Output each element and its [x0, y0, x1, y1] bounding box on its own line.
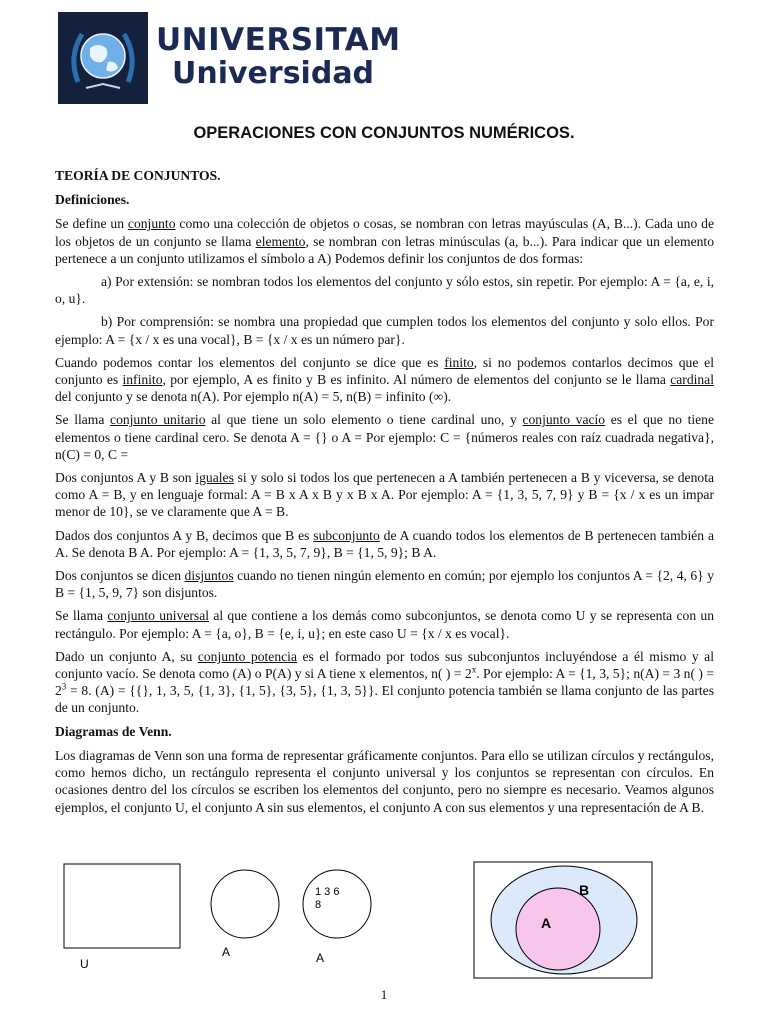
paragraph-potencia: Dado un conjunto A, su conjunto potencia es el formado por todos sus subconjuntos incluyéndose a él mismo y al conjunto vacío. Se denota como (A) o P(A) y si A tiene x elementos, n( ) = $2^x$. Por ejemplo: A = {1, 3, 5}; n(A) = 3 n( ) = $2^3 = 8$. (A) = {{}, 1, 3, 5, {1, 3}, {1, 5}, {3, 5}, {1, 3, 5}}. El conjunto potencia también se llama conjunto de las partes de un conjunto.	[55, 648, 715, 716]
subsection-definiciones: Definiciones.	[55, 192, 130, 208]
venn-a-label: A	[541, 915, 552, 931]
elements-line-2: 8	[315, 899, 322, 911]
universal-rectangle	[64, 864, 180, 948]
paragraph-extension: a) Por extensión: se nombran todos los elementos del conjunto y sólo estos, sin repetir. Por ejemplo: A = {a, e, i, o, u}.	[55, 274, 714, 307]
set-a-elements-circle	[303, 870, 371, 938]
term-iguales: iguales	[195, 470, 234, 486]
term-subconjunto: subconjunto	[313, 527, 380, 543]
term-conjunto: conjunto	[127, 216, 176, 232]
subsection-venn: Diagramas de Venn.	[55, 723, 172, 739]
term-elemento: elemento	[255, 233, 306, 249]
term-conjunto-potencia: conjunto potencia	[197, 648, 297, 664]
brand-line-1: UNIVERSITAM	[156, 22, 401, 58]
paragraph-subconjunto: Dados dos conjuntos A y B, decimos que B es subconjunto de A cuando todos los elementos de B pertenecen también a A. Se denota B A. Por ejemplo: A = {1, 3, 5, 7, 9}, B = {1, 5, 9}; B A.	[55, 527, 714, 560]
paragraph-iguales: Dos conjuntos A y B son iguales si y solo si todos los que pertenecen a A también pertenecen a B y viceversa, se denota como A = B, y en lenguaje formal: A = B x A x B y x B x A. Por ejemplo: A = {1, 3, 5, 7, 9} y B = {x / x es un impar menor de 10}, se ve claramente que A = B.	[55, 470, 714, 520]
term-disjuntos: disjuntos	[184, 568, 234, 584]
paragraph-definicion: Se define un conjunto como una colección de objetos o cosas, se nombran con letras mayúsculas (A, B...). Cada uno de los objetos de un conjunto se llama elemento, se nombran con letras minúsculas (a, b...). Para indicar que un elemento pertenece a un conjunto utilizamos el símbolo a A) Podemos definir los conjuntos de dos formas:	[55, 216, 715, 266]
term-cardinal: cardinal	[670, 372, 714, 388]
section-title: TEORÍA DE CONJUNTOS.	[55, 168, 221, 183]
document-body	[55, 167, 714, 822]
term-conjunto-vacio: conjunto vacío	[522, 412, 606, 428]
paragraph-disjuntos: Dos conjuntos se dicen disjuntos cuando no tienen ningún elemento en común; por ejemplo los conjuntos A = {2, 4, 6} y B = {1, 5, 9, 7} son disjuntos.	[55, 568, 714, 601]
elements-line-1: 1 3 6	[315, 886, 340, 898]
globe-laurel-icon	[58, 12, 148, 104]
a-label-1: A	[222, 945, 231, 959]
paragraph-unitario-vacio: Se llama conjunto unitario al que tiene un solo elemento o tiene cardinal uno, y conjunto vacío es el que no tiene elementos o tiene cardinal cero. Se denota A = {} o A = Por ejemplo: C = {números reales con raíz cuadrada negativa}, n(C) = 0, C =	[55, 412, 714, 462]
a-label-2: A	[316, 951, 325, 965]
paragraph-finito: Cuando podemos contar los elementos del conjunto se dice que es finito, si no podemos contarlos decimos que el conjunto es infinito, por ejemplo, A es finito y B es infinito. Al número de elementos del conjunto se le llama cardinal del conjunto y se denota n(A). Por ejemplo n(A) = 5, n(B) = infinito (∞).	[55, 354, 714, 405]
paragraph-comprension: b) Por comprensión: se nombra una propiedad que cumplen todos los elementos del conjunto y solo ellos. Por ejemplo: A = {x / x es una vocal}, B = {x / x es un número par}.	[55, 314, 714, 347]
term-infinito: infinito	[122, 372, 163, 388]
document-title: OPERACIONES CON CONJUNTOS NUMÉRICOS.	[193, 124, 575, 142]
term-conjunto-unitario: conjunto unitario	[110, 412, 206, 428]
venn-set-a	[516, 888, 600, 970]
page-number: 1	[380, 987, 388, 1002]
term-conjunto-universal: conjunto universal	[107, 608, 210, 624]
set-a-circle	[211, 870, 279, 938]
u-label: U	[80, 957, 89, 971]
term-finito: finito	[444, 354, 474, 370]
paragraph-universal: Se llama conjunto universal al que contiene a los demás como subconjuntos, se denota como U y se representa con un rectángulo. Por ejemplo: A = {a, o}, B = {e, i, u}; en este caso U = {x / x es vocal}.	[55, 608, 714, 641]
paragraph-venn: Los diagramas de Venn son una forma de representar gráficamente conjuntos. Para ello se utilizan círculos y rectángulos, como hemos dicho, un rectángulo representa el conjunto universal y los conjuntos se representan con círculos. En ocasiones dentro del los círculos se escriben los elementos del conjunto, pero no siempre es necesario. Veamos algunos ejemplos, el conjunto U, el conjunto A sin sus elementos, el conjunto A con sus elementos y una representación de A B.	[55, 747, 714, 815]
brand-line-2: Universidad	[172, 56, 375, 91]
university-logo	[58, 12, 148, 104]
venn-figures	[0, 855, 768, 990]
venn-b-label: B	[579, 882, 590, 898]
